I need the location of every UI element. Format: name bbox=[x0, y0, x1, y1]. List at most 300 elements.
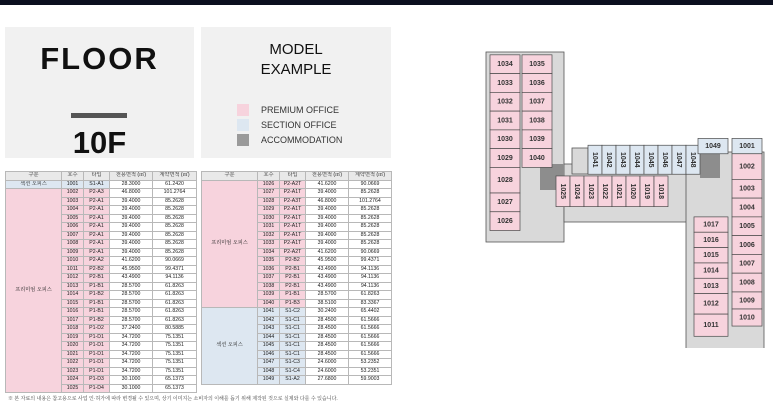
table-cell: S1-C4 bbox=[280, 367, 306, 376]
column-header: 타입 bbox=[280, 172, 306, 181]
table-cell: S1-C1 bbox=[280, 325, 306, 334]
plan-unit-label: 1039 bbox=[529, 136, 545, 144]
table-cell: P1-B1 bbox=[280, 291, 306, 300]
table-cell: 101.2764 bbox=[349, 197, 392, 206]
table-cell: 39.4000 bbox=[306, 206, 349, 215]
plan-unit-label: 1040 bbox=[529, 154, 545, 162]
table-cell: P2-B1 bbox=[84, 274, 110, 283]
plan-unit-1021 bbox=[612, 176, 626, 207]
plan-unit-label: 1018 bbox=[657, 183, 665, 200]
table-cell: 1043 bbox=[258, 325, 280, 334]
top-bar bbox=[0, 0, 773, 5]
table-cell: 1004 bbox=[62, 206, 84, 215]
table-cell: 1048 bbox=[258, 367, 280, 376]
table-cell: 1047 bbox=[258, 359, 280, 368]
table-cell: 85.2628 bbox=[349, 231, 392, 240]
plan-unit-1012 bbox=[694, 294, 728, 314]
plan-unit-label: 1016 bbox=[703, 236, 719, 244]
table-cell: 65.1373 bbox=[153, 376, 197, 385]
plan-unit-1037 bbox=[522, 92, 552, 111]
table-cell: 28.4500 bbox=[306, 325, 349, 334]
plan-unit-label: 1027 bbox=[497, 199, 513, 207]
plan-unit-label: 1031 bbox=[497, 117, 513, 125]
plan-unit-label: 1044 bbox=[633, 151, 641, 168]
table-cell: 30.1000 bbox=[110, 384, 153, 393]
table-cell: 39.4000 bbox=[306, 231, 349, 240]
table-cell: 39.4000 bbox=[110, 240, 153, 249]
table-cell: 24.6000 bbox=[306, 367, 349, 376]
column-header: 타입 bbox=[84, 172, 110, 181]
table-cell: S1-A2 bbox=[280, 376, 306, 385]
floor-panel bbox=[5, 27, 194, 158]
plan-unit-label: 1009 bbox=[739, 297, 755, 305]
table-cell: S1-C1 bbox=[280, 342, 306, 351]
table-cell: 75.1351 bbox=[153, 333, 197, 342]
table-cell: 1038 bbox=[258, 282, 280, 291]
table-cell: 85.2628 bbox=[349, 223, 392, 232]
table-cell: 85.2628 bbox=[349, 214, 392, 223]
table-cell: 1032 bbox=[258, 231, 280, 240]
legend bbox=[237, 102, 342, 147]
table-cell: 1003 bbox=[62, 197, 84, 206]
table-cell: P1-B2 bbox=[84, 291, 110, 300]
group-cell: 섹션 오피스 bbox=[6, 180, 62, 189]
table-cell: P1-D1 bbox=[84, 342, 110, 351]
table-cell: 45.9500 bbox=[110, 265, 153, 274]
model-title-line1: MODEL bbox=[269, 41, 323, 58]
table-cell: 61.8263 bbox=[153, 282, 197, 291]
plan-unit-1013 bbox=[694, 278, 728, 293]
table-cell: 1002 bbox=[62, 189, 84, 198]
plan-unit-label: 1038 bbox=[529, 117, 545, 125]
table-cell: 85.2628 bbox=[153, 223, 197, 232]
floor-divider bbox=[71, 113, 127, 118]
table-cell: P2-A3T bbox=[280, 197, 306, 206]
floor-plan bbox=[480, 48, 770, 348]
table-cell: 85.2628 bbox=[153, 231, 197, 240]
plan-unit-1025 bbox=[556, 176, 570, 207]
table-cell: 38.5100 bbox=[306, 299, 349, 308]
table-cell: 30.2400 bbox=[306, 308, 349, 317]
table-cell: P2-B1 bbox=[280, 282, 306, 291]
table-cell: P2-A1T bbox=[280, 240, 306, 249]
table-cell: 75.1351 bbox=[153, 350, 197, 359]
plan-unit-label: 1045 bbox=[647, 151, 655, 168]
table-cell: P1-B1 bbox=[84, 282, 110, 291]
table-cell: P2-A2T bbox=[280, 248, 306, 257]
table-cell: 1013 bbox=[62, 282, 84, 291]
table-cell: 1025 bbox=[62, 384, 84, 393]
table-cell: P2-B1 bbox=[280, 265, 306, 274]
plan-unit-label: 1021 bbox=[615, 183, 623, 200]
table-cell: 1023 bbox=[62, 367, 84, 376]
column-header: 호수 bbox=[62, 172, 84, 181]
plan-unit-1047 bbox=[672, 145, 686, 174]
plan-unit-label: 1004 bbox=[739, 204, 755, 212]
plan-unit-label: 1041 bbox=[591, 151, 599, 168]
table-cell: P1-B1 bbox=[84, 308, 110, 317]
plan-unit-1015 bbox=[694, 248, 728, 263]
table-cell: P2-A1 bbox=[84, 214, 110, 223]
plan-unit-1029 bbox=[490, 149, 520, 168]
table-cell: P1-D1 bbox=[84, 350, 110, 359]
table-cell: 1027 bbox=[258, 189, 280, 198]
table-cell: 1007 bbox=[62, 231, 84, 240]
plan-unit-1031 bbox=[490, 111, 520, 130]
table-cell: 28.5700 bbox=[110, 299, 153, 308]
table-cell: P1-D1 bbox=[84, 333, 110, 342]
table-cell: 85.2628 bbox=[349, 240, 392, 249]
table-cell: 1035 bbox=[258, 257, 280, 266]
table-cell: 85.2628 bbox=[153, 214, 197, 223]
model-title-line2: EXAMPLE bbox=[260, 61, 332, 78]
table-cell: 94.1136 bbox=[349, 282, 392, 291]
table-cell: 1049 bbox=[258, 376, 280, 385]
table-cell: P2-B1 bbox=[280, 274, 306, 283]
table-cell: 39.4000 bbox=[306, 223, 349, 232]
table-cell: 94.1136 bbox=[153, 274, 197, 283]
table-cell: P1-B1 bbox=[84, 299, 110, 308]
table-cell: 61.5666 bbox=[349, 333, 392, 342]
table-cell: 39.4000 bbox=[110, 223, 153, 232]
table-cell: 1026 bbox=[258, 180, 280, 189]
table-cell: 85.2628 bbox=[153, 240, 197, 249]
table-cell: 34.7200 bbox=[110, 359, 153, 368]
plan-unit-label: 1008 bbox=[739, 279, 755, 287]
floor-value: 10F bbox=[72, 125, 127, 160]
table-cell: 85.2628 bbox=[153, 248, 197, 257]
plan-unit-label: 1022 bbox=[601, 183, 609, 200]
plan-unit-label: 1047 bbox=[675, 151, 683, 168]
table-cell: 1010 bbox=[62, 257, 84, 266]
table-cell: 1030 bbox=[258, 214, 280, 223]
legend-swatch bbox=[237, 134, 249, 146]
plan-unit-label: 1002 bbox=[739, 163, 755, 171]
table-cell: 85.2628 bbox=[153, 197, 197, 206]
legend-label: ACCOMMODATION bbox=[261, 134, 343, 145]
table-cell: S1-C3 bbox=[280, 359, 306, 368]
column-header: 구분 bbox=[202, 172, 258, 181]
column-header: 구분 bbox=[6, 172, 62, 181]
table-cell: P2-A2T bbox=[280, 180, 306, 189]
plan-unit-label: 1010 bbox=[739, 314, 755, 322]
table-cell: 90.0669 bbox=[349, 180, 392, 189]
table-cell: 1044 bbox=[258, 333, 280, 342]
table-cell: P1-D2 bbox=[84, 325, 110, 334]
model-title bbox=[201, 40, 391, 80]
legend-item bbox=[237, 102, 342, 117]
table-cell: 28.5700 bbox=[110, 316, 153, 325]
plan-unit-1011 bbox=[694, 314, 728, 336]
plan-unit-1007 bbox=[732, 254, 762, 273]
table-cell: 94.1136 bbox=[349, 265, 392, 274]
plan-unit-1026 bbox=[490, 212, 520, 231]
table-cell: 75.1351 bbox=[153, 342, 197, 351]
table-header-row bbox=[202, 172, 392, 181]
table-cell: P2-A3 bbox=[84, 189, 110, 198]
footnote: ※ 본 자료의 내용은 참고용으로 사업 인·허가에 따라 변경될 수 있으며, 상기 이미지는 소비자의 이해를 돕기 위해 제작된 것으로 실제와 다를 수 있습니다. bbox=[8, 396, 338, 402]
table-cell: P2-B2 bbox=[84, 265, 110, 274]
table-cell: 24.6000 bbox=[306, 359, 349, 368]
plan-unit-label: 1015 bbox=[703, 252, 719, 260]
table-cell: 37.2400 bbox=[110, 325, 153, 334]
table-cell: P2-A1 bbox=[84, 248, 110, 257]
plan-unit-label: 1024 bbox=[573, 183, 581, 200]
plan-unit-1034 bbox=[490, 55, 520, 74]
table-row bbox=[202, 180, 392, 189]
plan-unit-1035 bbox=[522, 55, 552, 74]
table-cell: 53.2352 bbox=[349, 359, 392, 368]
plan-unit-label: 1012 bbox=[703, 300, 719, 308]
plan-unit-1023 bbox=[584, 176, 598, 207]
plan-unit-label: 1026 bbox=[497, 217, 513, 225]
table-cell: 39.4000 bbox=[110, 206, 153, 215]
group-cell: 섹션 오피스 bbox=[202, 308, 258, 385]
plan-unit-1041 bbox=[588, 145, 602, 174]
table-cell: 1046 bbox=[258, 350, 280, 359]
table-cell: 75.1351 bbox=[153, 359, 197, 368]
table-cell: 45.9500 bbox=[306, 257, 349, 266]
table-cell: P1-D1 bbox=[84, 359, 110, 368]
plan-unit-label: 1014 bbox=[703, 267, 719, 275]
plan-unit-1017 bbox=[694, 217, 728, 232]
table-cell: 1008 bbox=[62, 240, 84, 249]
plan-unit-label: 1049 bbox=[705, 142, 721, 150]
column-header: 전용면적 (㎡) bbox=[306, 172, 349, 181]
plan-unit-label: 1001 bbox=[739, 142, 755, 150]
plan-unit-1042 bbox=[602, 145, 616, 174]
plan-unit-label: 1003 bbox=[739, 185, 755, 193]
table-cell: P2-A2 bbox=[84, 257, 110, 266]
table-cell: S1-C1 bbox=[280, 316, 306, 325]
table-cell: 1045 bbox=[258, 342, 280, 351]
table-cell: 1009 bbox=[62, 248, 84, 257]
plan-unit-label: 1037 bbox=[529, 98, 545, 106]
table-cell: 34.7200 bbox=[110, 367, 153, 376]
table-cell: P2-A1T bbox=[280, 206, 306, 215]
floor-title: FLOOR bbox=[40, 41, 159, 76]
plan-unit-label: 1034 bbox=[497, 61, 513, 69]
table-cell: 1018 bbox=[62, 325, 84, 334]
group-cell: 프리미엄 오피스 bbox=[6, 189, 62, 393]
accommodation-block bbox=[700, 152, 720, 178]
unit-table-left bbox=[5, 171, 197, 393]
table-cell: 28.4500 bbox=[306, 342, 349, 351]
table-cell: 85.2628 bbox=[349, 206, 392, 215]
table-cell: 1011 bbox=[62, 265, 84, 274]
table-cell: P2-A1 bbox=[84, 223, 110, 232]
table-cell: 1042 bbox=[258, 316, 280, 325]
table-cell: 61.5666 bbox=[349, 342, 392, 351]
table-cell: 43.4900 bbox=[306, 265, 349, 274]
table-cell: 1022 bbox=[62, 359, 84, 368]
table-cell: P2-A1 bbox=[84, 240, 110, 249]
plan-unit-label: 1020 bbox=[629, 183, 637, 200]
table-cell: 65.4402 bbox=[349, 308, 392, 317]
table-cell: 1041 bbox=[258, 308, 280, 317]
plan-unit-1045 bbox=[644, 145, 658, 174]
plan-unit-1008 bbox=[732, 273, 762, 292]
table-cell: S1-C1 bbox=[280, 350, 306, 359]
table-cell: 80.5885 bbox=[153, 325, 197, 334]
table-cell: 28.4500 bbox=[306, 333, 349, 342]
table-cell: 28.5700 bbox=[110, 291, 153, 300]
plan-unit-1022 bbox=[598, 176, 612, 207]
plan-unit-1018 bbox=[654, 176, 668, 207]
table-cell: S1-A1 bbox=[84, 180, 110, 189]
table-cell: P2-A1T bbox=[280, 223, 306, 232]
table-cell: 39.4000 bbox=[110, 231, 153, 240]
legend-swatch bbox=[237, 119, 249, 131]
plan-unit-1005 bbox=[732, 217, 762, 236]
table-cell: 1040 bbox=[258, 299, 280, 308]
unit-table-right bbox=[201, 171, 392, 385]
plan-unit-label: 1013 bbox=[703, 282, 719, 290]
table-cell: 46.8000 bbox=[110, 189, 153, 198]
table-cell: 1028 bbox=[258, 197, 280, 206]
plan-unit-1027 bbox=[490, 193, 520, 212]
table-cell: 1019 bbox=[62, 333, 84, 342]
table-row bbox=[6, 189, 197, 198]
table-cell: 90.0669 bbox=[349, 248, 392, 257]
table-cell: 43.4900 bbox=[110, 274, 153, 283]
plan-unit-1001 bbox=[732, 138, 762, 153]
table-cell: 28.4500 bbox=[306, 316, 349, 325]
table-cell: 65.1373 bbox=[153, 384, 197, 393]
plan-unit-label: 1019 bbox=[643, 183, 651, 200]
table-cell: P2-A1T bbox=[280, 231, 306, 240]
table-cell: 61.5666 bbox=[349, 350, 392, 359]
legend-label: SECTION OFFICE bbox=[261, 119, 337, 130]
table-cell: 1039 bbox=[258, 291, 280, 300]
plan-unit-label: 1006 bbox=[739, 241, 755, 249]
table-cell: 1012 bbox=[62, 274, 84, 283]
table-cell: 61.8263 bbox=[153, 291, 197, 300]
legend-label: PREMIUM OFFICE bbox=[261, 104, 339, 115]
plan-unit-1046 bbox=[658, 145, 672, 174]
table-cell: 39.4000 bbox=[306, 240, 349, 249]
table-cell: 39.4000 bbox=[110, 197, 153, 206]
table-cell: 34.7200 bbox=[110, 350, 153, 359]
table-cell: 59.9003 bbox=[349, 376, 392, 385]
plan-unit-label: 1025 bbox=[559, 183, 567, 200]
table-cell: 43.4900 bbox=[306, 274, 349, 283]
table-cell: 46.8000 bbox=[306, 197, 349, 206]
table-cell: 1024 bbox=[62, 376, 84, 385]
plan-unit-1014 bbox=[694, 263, 728, 278]
plan-unit-1024 bbox=[570, 176, 584, 207]
column-header: 계약면적 (㎡) bbox=[349, 172, 392, 181]
plan-unit-label: 1011 bbox=[703, 322, 719, 330]
plan-unit-label: 1048 bbox=[689, 151, 697, 168]
table-cell: 90.0669 bbox=[153, 257, 197, 266]
table-cell: P1-D1 bbox=[84, 367, 110, 376]
table-cell: 41.6200 bbox=[306, 180, 349, 189]
plan-unit-label: 1036 bbox=[529, 79, 545, 87]
table-cell: 1006 bbox=[62, 223, 84, 232]
legend-swatch bbox=[237, 104, 249, 116]
table-cell: 85.2628 bbox=[153, 206, 197, 215]
table-cell: 28.3000 bbox=[110, 180, 153, 189]
plan-unit-label: 1030 bbox=[497, 136, 513, 144]
table-cell: 39.4000 bbox=[306, 214, 349, 223]
legend-item bbox=[237, 132, 342, 147]
column-header: 호수 bbox=[258, 172, 280, 181]
table-cell: P1-B3 bbox=[280, 299, 306, 308]
plan-unit-label: 1029 bbox=[497, 154, 513, 162]
plan-unit-1006 bbox=[732, 236, 762, 255]
plan-unit-1033 bbox=[490, 74, 520, 93]
table-cell: 39.4000 bbox=[306, 189, 349, 198]
plan-unit-label: 1033 bbox=[497, 79, 513, 87]
plan-unit-label: 1032 bbox=[497, 98, 513, 106]
table-cell: 30.1000 bbox=[110, 376, 153, 385]
table-cell: 61.2420 bbox=[153, 180, 197, 189]
plan-unit-1044 bbox=[630, 145, 644, 174]
table-cell: 1036 bbox=[258, 265, 280, 274]
plan-unit-1040 bbox=[522, 149, 552, 168]
plan-unit-1003 bbox=[732, 179, 762, 198]
table-cell: 39.4000 bbox=[110, 214, 153, 223]
table-cell: 61.8263 bbox=[153, 299, 197, 308]
plan-unit-1039 bbox=[522, 130, 552, 149]
plan-unit-1028 bbox=[490, 167, 520, 193]
plan-unit-1030 bbox=[490, 130, 520, 149]
plan-unit-label: 1035 bbox=[529, 61, 545, 69]
column-header: 계약면적 (㎡) bbox=[153, 172, 197, 181]
plan-unit-label: 1017 bbox=[703, 221, 719, 229]
table-cell: 1029 bbox=[258, 206, 280, 215]
plan-unit-1043 bbox=[616, 145, 630, 174]
table-cell: 1031 bbox=[258, 223, 280, 232]
table-cell: P2-A1T bbox=[280, 214, 306, 223]
plan-unit-1009 bbox=[732, 292, 762, 309]
plan-unit-1020 bbox=[626, 176, 640, 207]
table-cell: 1001 bbox=[62, 180, 84, 189]
plan-unit-1019 bbox=[640, 176, 654, 207]
table-cell: P2-A1T bbox=[280, 189, 306, 198]
table-row bbox=[202, 308, 392, 317]
plan-unit-1032 bbox=[490, 92, 520, 111]
table-cell: 1020 bbox=[62, 342, 84, 351]
table-cell: P1-D4 bbox=[84, 384, 110, 393]
table-cell: P2-A1 bbox=[84, 231, 110, 240]
plan-unit-1036 bbox=[522, 74, 552, 93]
table-cell: 61.8263 bbox=[153, 316, 197, 325]
table-cell: 1005 bbox=[62, 214, 84, 223]
table-cell: 43.4900 bbox=[306, 282, 349, 291]
table-cell: 39.4000 bbox=[110, 248, 153, 257]
table-cell: 1015 bbox=[62, 299, 84, 308]
table-cell: P2-A1 bbox=[84, 206, 110, 215]
table-cell: 61.8263 bbox=[153, 308, 197, 317]
table-cell: 75.1351 bbox=[153, 367, 197, 376]
table-cell: 1021 bbox=[62, 350, 84, 359]
table-cell: 99.4371 bbox=[349, 257, 392, 266]
plan-unit-1002 bbox=[732, 154, 762, 180]
plan-unit-label: 1028 bbox=[497, 177, 513, 185]
table-header-row bbox=[6, 172, 197, 181]
table-cell: 85.2628 bbox=[349, 189, 392, 198]
group-cell: 프리미엄 오피스 bbox=[202, 180, 258, 308]
table-cell: 34.7200 bbox=[110, 333, 153, 342]
table-cell: 28.5700 bbox=[110, 308, 153, 317]
table-cell: 27.6800 bbox=[306, 376, 349, 385]
table-cell: 61.8263 bbox=[349, 291, 392, 300]
model-example-panel bbox=[201, 27, 391, 158]
table-cell: 101.2764 bbox=[153, 189, 197, 198]
table-cell: 34.7200 bbox=[110, 342, 153, 351]
